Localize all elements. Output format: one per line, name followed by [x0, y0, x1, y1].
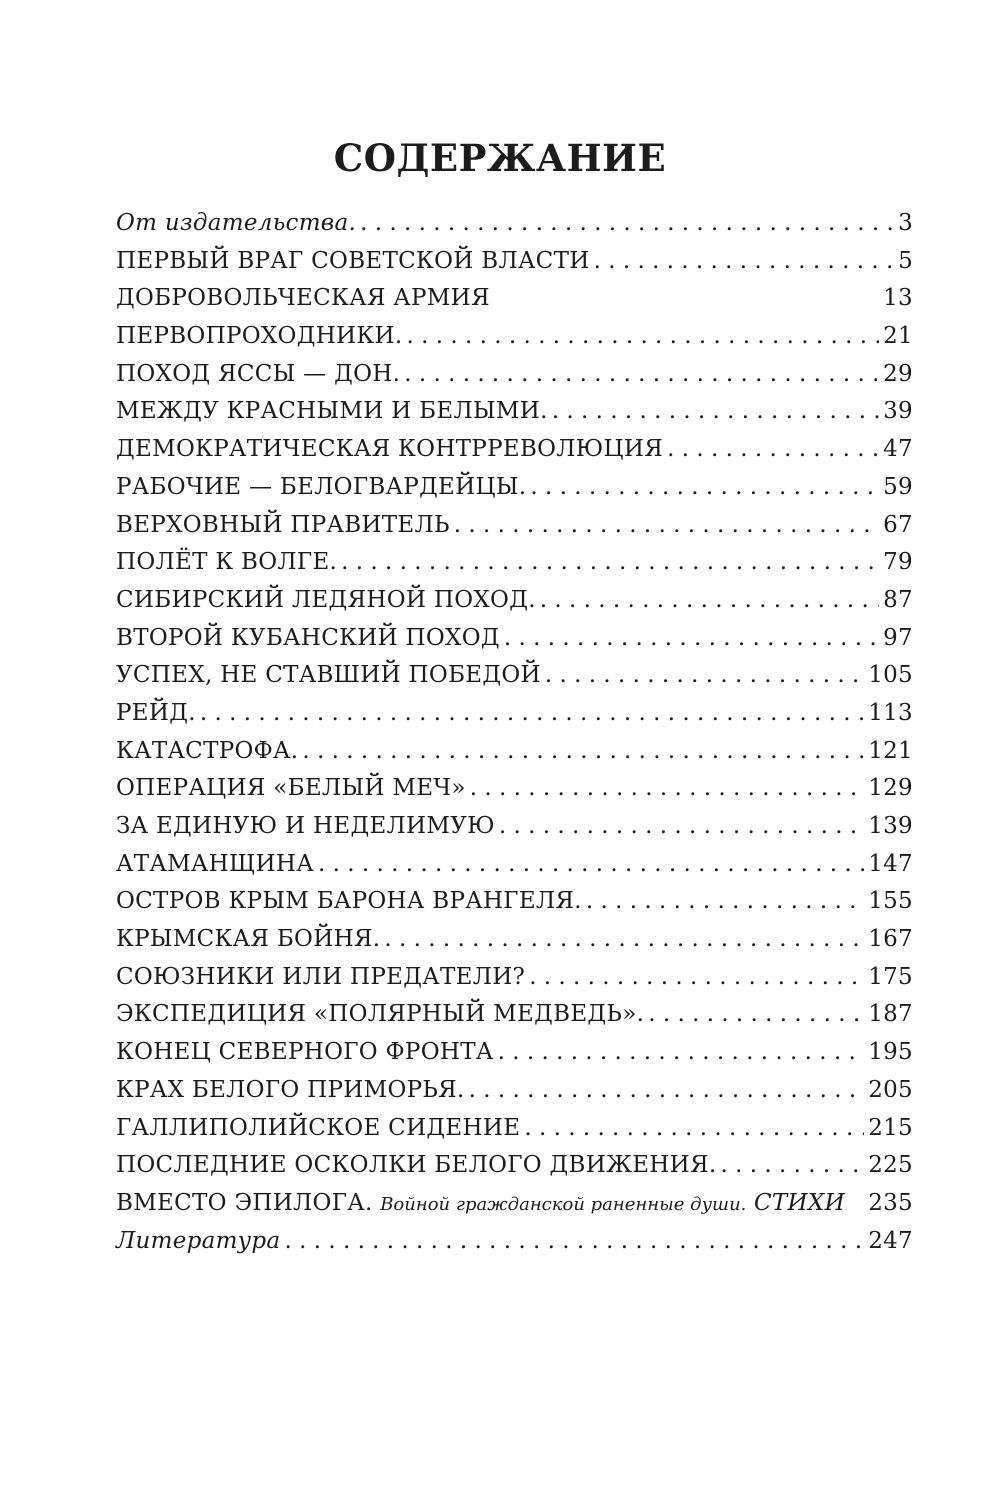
toc-entry-title [116, 1152, 717, 1178]
toc-entry-page-number: 247 [868, 1227, 913, 1254]
toc-entry-page-number: 79 [883, 549, 913, 576]
toc-entry [116, 436, 913, 474]
toc-entry-title [116, 625, 500, 651]
toc-entry-page-number: 3 [898, 210, 913, 236]
toc-entry-page-number: 59 [883, 473, 913, 500]
toc-entry [116, 662, 913, 700]
toc-entry [116, 285, 913, 323]
toc-entry-page-number: 87 [883, 586, 913, 613]
toc-entry-page-number: 121 [868, 737, 913, 764]
toc-entry [116, 964, 913, 1002]
toc-leader-dots [529, 964, 864, 990]
toc-entry-title-main: ВЕРХОВНЫЙ ПРАВИТЕЛЬ [116, 511, 450, 538]
toc-entry-title [116, 587, 536, 613]
toc-entry-title-main: МЕЖДУ КРАСНЫМИ И БЕЛЫМИ. [116, 398, 548, 425]
toc-entry-title [116, 1228, 280, 1254]
toc-entry-title-main: СИБИРСКИЙ ЛЕДЯНОЙ ПОХОД. [116, 586, 536, 613]
toc-entry-title [116, 926, 380, 952]
toc-entry-title [116, 1001, 644, 1027]
toc-entry-title [116, 662, 541, 688]
toc-entry-title [116, 1115, 520, 1141]
toc-entry-title-main: РАБОЧИЕ — БЕЛОГВАРДЕЙЦЫ. [116, 473, 527, 500]
toc-entry-page-number: 97 [883, 624, 913, 651]
toc-entry-title-main: ЭКСПЕДИЦИЯ «ПОЛЯРНЫЙ МЕДВЕДЬ». [116, 1001, 645, 1028]
toc-entry-title [116, 512, 450, 538]
toc-entry [116, 851, 913, 889]
toc-leader-dots [404, 361, 879, 387]
toc-entry [116, 398, 913, 436]
toc-entry-page-number: 175 [868, 963, 913, 990]
toc-entry [116, 1228, 913, 1266]
toc-entry [116, 587, 913, 625]
toc-leader-dots [302, 738, 864, 764]
toc-entry [116, 700, 913, 738]
toc-entry [116, 323, 913, 361]
toc-entry-page-number: 13 [883, 285, 913, 312]
toc-leader-dots [504, 625, 879, 651]
toc-entry-page-number: 215 [868, 1114, 913, 1141]
toc-leader-dots [284, 1228, 864, 1254]
toc-entry-title-main: КРАХ БЕЛОГО ПРИМОРЬЯ. [116, 1076, 465, 1103]
toc-entry-title-main: СОЮЗНИКИ ИЛИ ПРЕДАТЕЛИ? [116, 963, 526, 990]
toc-entry [116, 1115, 913, 1153]
toc-entry-page-number: 195 [868, 1039, 913, 1066]
toc-leader-dots [454, 512, 879, 538]
toc-entry-title-main: РЕЙД. [116, 699, 196, 726]
toc-entry-page-number: 39 [883, 398, 913, 425]
toc-leader-dots [594, 248, 894, 274]
toc-entry-page-number: 5 [898, 247, 913, 274]
toc-entry-title [116, 851, 314, 877]
toc-entry-page-number: 113 [868, 699, 913, 726]
toc-entry-page-number: 205 [868, 1076, 913, 1103]
toc-entry-title-main: ПОЛЁТ К ВОЛГЕ. [116, 549, 338, 576]
toc-entry-page-number: 167 [868, 926, 913, 953]
toc-entry-title-main: КРЫМСКАЯ БОЙНЯ. [116, 926, 381, 953]
toc-entry [116, 1039, 913, 1077]
toc-entry-title [116, 1039, 494, 1065]
toc-leader-dots [648, 1001, 864, 1027]
toc-entry-title-main: ПЕРВОПРОХОДНИКИ. [116, 323, 403, 350]
toc-entry-title [116, 398, 548, 424]
toc-entry-title [116, 248, 590, 274]
toc-leader-dots [360, 210, 894, 236]
toc-entry-title [116, 700, 196, 726]
toc-entry-title-main: ВМЕСТО ЭПИЛОГА. [116, 1189, 373, 1216]
toc-entry-page-number: 187 [868, 1001, 913, 1028]
toc-entry-title-main: ДЕМОКРАТИЧЕСКАЯ КОНТРРЕВОЛЮЦИЯ [116, 436, 664, 463]
toc-entry-title [116, 474, 526, 500]
toc-entry-title-main: ВТОРОЙ КУБАНСКИЙ ПОХОД [116, 624, 500, 651]
toc-entry-page-number: 225 [868, 1152, 913, 1179]
toc-entry-title-main: Литература [116, 1227, 281, 1254]
toc-leader-dots [384, 926, 864, 952]
toc-leader-dots [586, 888, 864, 914]
toc-entry-title [116, 210, 356, 236]
toc-leader-dots [545, 662, 864, 688]
toc-leader-dots [530, 474, 879, 500]
toc-leader-dots [318, 851, 864, 877]
toc-leader-dots [470, 775, 864, 801]
toc-entry-title [116, 1077, 465, 1103]
toc-entry-title-main: КОНЕЦ СЕВЕРНОГО ФРОНТА [116, 1039, 494, 1066]
toc-entry-title [116, 361, 400, 387]
toc-entry [116, 248, 913, 286]
toc-leader-dots [469, 1077, 865, 1103]
toc-entry-page-number: 155 [868, 888, 913, 915]
toc-entry [116, 1077, 913, 1115]
toc-entry-title-main: ГАЛЛИПОЛИЙСКОЕ СИДЕНИЕ [116, 1114, 521, 1141]
toc-entry-page-number: 67 [883, 511, 913, 538]
toc-leader-dots [498, 1039, 865, 1065]
toc-leader-dots [524, 1115, 864, 1141]
toc-leader-dots [540, 587, 879, 613]
toc-entry [116, 512, 913, 550]
toc-entry-title [116, 285, 490, 311]
toc-entry [116, 813, 913, 851]
toc-entry [116, 625, 913, 663]
toc-entry [116, 1001, 913, 1039]
table-of-contents [116, 210, 913, 1265]
toc-entry-title [116, 964, 525, 990]
toc-entry-title-main: АТАМАНЩИНА [116, 850, 314, 877]
toc-leader-dots [552, 398, 879, 424]
toc-entry-title-main: ПОСЛЕДНИЕ ОСКОЛКИ БЕЛОГО ДВИЖЕНИЯ. [116, 1152, 717, 1179]
toc-entry-page-number: 139 [868, 813, 913, 839]
toc-entry-title [116, 813, 495, 839]
toc-entry-title-main: ПЕРВЫЙ ВРАГ СОВЕТСКОЙ ВЛАСТИ [116, 247, 590, 274]
toc-entry-title-main: ПОХОД ЯССЫ — ДОН. [116, 360, 401, 387]
toc-entry-title [116, 775, 466, 801]
toc-leader-dots [341, 549, 879, 575]
toc-entry-title-main: ОПЕРАЦИЯ «БЕЛЫЙ МЕЧ» [116, 775, 466, 802]
toc-entry-title-main: От издательства. [116, 210, 357, 236]
toc-entry-title [116, 323, 402, 349]
toc-entry-subtitle: Войной гражданской раненные души. [380, 1193, 747, 1215]
toc-entry [116, 549, 913, 587]
toc-entry [116, 474, 913, 512]
toc-entry-title [116, 436, 663, 462]
toc-entry-title [116, 549, 337, 575]
toc-entry [116, 738, 913, 776]
toc-entry-tail: СТИХИ [754, 1189, 845, 1216]
toc-entry [116, 888, 913, 926]
toc-leader-dots [200, 700, 864, 726]
toc-entry-title [116, 1190, 845, 1216]
toc-entry-title-main: КАТАСТРОФА. [116, 737, 299, 764]
toc-entry-page-number: 235 [868, 1189, 913, 1216]
toc-entry [116, 1152, 913, 1190]
toc-leader-dots [721, 1152, 865, 1178]
toc-entry [116, 210, 913, 248]
toc-entry [116, 775, 913, 813]
toc-entry-page-number: 147 [868, 850, 913, 877]
toc-entry-title [116, 888, 582, 914]
toc-entry-title [116, 738, 298, 764]
toc-leader-dots [499, 813, 864, 839]
toc-entry-title-main: УСПЕХ, НЕ СТАВШИЙ ПОБЕДОЙ [116, 662, 541, 689]
toc-entry [116, 1190, 913, 1228]
toc-entry-page-number: 47 [883, 436, 913, 463]
toc-entry-title-main: ОСТРОВ КРЫМ БАРОНА ВРАНГЕЛЯ. [116, 888, 582, 915]
toc-entry-title-main: ЗА ЕДИНУЮ И НЕДЕЛИМУЮ [116, 813, 495, 839]
page-title: СОДЕРЖАНИЕ [333, 136, 667, 180]
toc-entry-title-main: ДОБРОВОЛЬЧЕСКАЯ АРМИЯ [116, 285, 490, 312]
toc-entry-page-number: 105 [868, 662, 913, 689]
toc-entry-page-number: 29 [883, 360, 913, 387]
toc-leader-dots [667, 436, 879, 462]
toc-entry-page-number: 129 [868, 775, 913, 802]
toc-entry [116, 926, 913, 964]
toc-entry-page-number: 21 [883, 323, 913, 350]
toc-entry [116, 361, 913, 399]
toc-leader-dots [406, 323, 879, 349]
